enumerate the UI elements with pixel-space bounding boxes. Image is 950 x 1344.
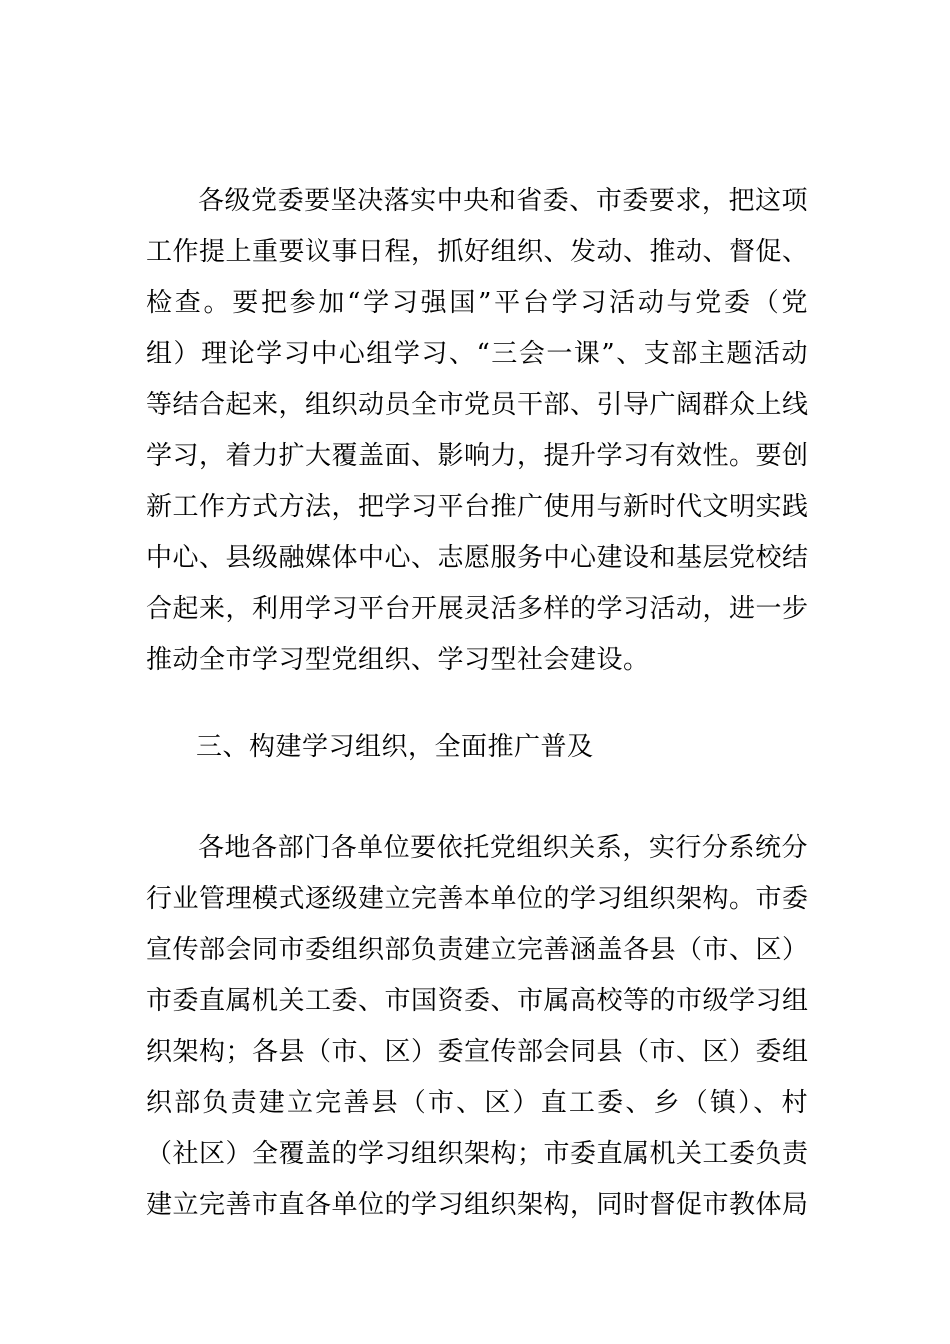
paragraph-line: 工作提上重要议事日程，抓好组织、发动、推动、督促、 bbox=[146, 237, 809, 267]
paragraph-line: 合起来，利用学习平台开展灵活多样的学习活动，进一步 bbox=[146, 594, 809, 624]
section-heading: 三、构建学习组织，全面推广普及 bbox=[196, 732, 594, 762]
paragraph-line: 新工作方式方法，把学习平台推广使用与新时代文明实践 bbox=[146, 492, 809, 522]
paragraph-line: 各级党委要坚决落实中央和省委、市委要求，把这项 bbox=[198, 186, 808, 216]
body-paragraph-1 bbox=[146, 176, 808, 686]
paragraph-line: 建立完善市直各单位的学习组织架构，同时督促市教体局 bbox=[146, 1190, 809, 1220]
paragraph-line: 行业管理模式逐级建立完善本单位的学习组织架构。市委 bbox=[146, 884, 809, 914]
paragraph-line: 各地各部门各单位要依托党组织关系，实行分系统分 bbox=[198, 833, 808, 863]
paragraph-line: 检查。要把参加“学习强国”平台学习活动与党委（党 bbox=[146, 288, 808, 318]
paragraph-line: （社区）全覆盖的学习组织架构；市委直属机关工委负责 bbox=[146, 1139, 809, 1169]
paragraph-line: 推动全市学习型党组织、学习型社会建设。 bbox=[146, 645, 650, 675]
paragraph-line: 中心、县级融媒体中心、志愿服务中心建设和基层党校结 bbox=[146, 543, 809, 573]
body-paragraph-2 bbox=[146, 823, 808, 1231]
paragraph-line: 学习，着力扩大覆盖面、影响力，提升学习有效性。要创 bbox=[146, 441, 809, 471]
paragraph-line: 等结合起来，组织动员全市党员干部、引导广阔群众上线 bbox=[146, 390, 809, 420]
paragraph-line: 织架构；各县（市、区）委宣传部会同县（市、区）委组 bbox=[146, 1037, 809, 1067]
paragraph-line: 市委直属机关工委、市国资委、市属高校等的市级学习组 bbox=[146, 986, 809, 1016]
paragraph-line: 宣传部会同市委组织部负责建立完善涵盖各县（市、区） bbox=[146, 935, 809, 965]
paragraph-line: 织部负责建立完善县（市、区）直工委、乡（镇）、村 bbox=[146, 1088, 808, 1118]
paragraph-line: 组）理论学习中心组学习、“三会一课”、支部主题活动 bbox=[146, 339, 808, 369]
